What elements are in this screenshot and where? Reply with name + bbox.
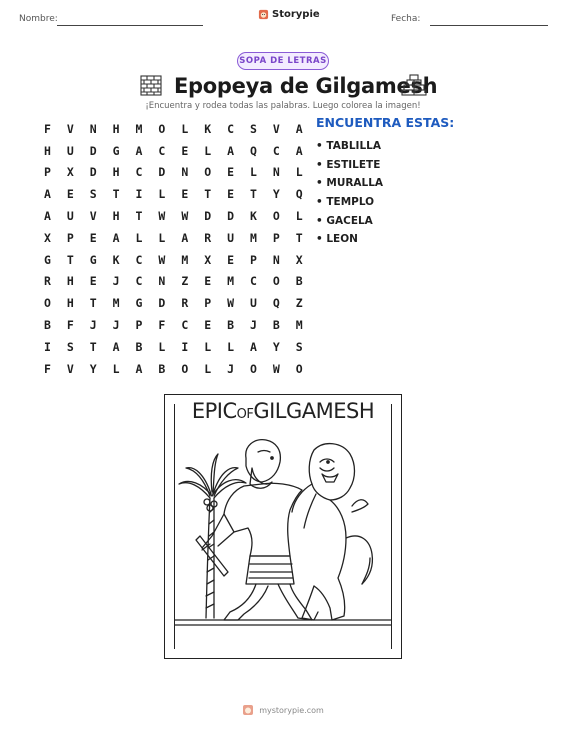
grid-letter[interactable]: N xyxy=(272,252,280,267)
grid-letter[interactable]: W xyxy=(272,361,280,376)
grid-letter[interactable]: O xyxy=(272,274,280,289)
grid-letter[interactable]: Z xyxy=(295,296,303,311)
grid-letter[interactable]: A xyxy=(135,361,143,376)
grid-letter[interactable]: M xyxy=(249,230,257,245)
grid-letter[interactable]: L xyxy=(295,165,303,180)
grid-letter[interactable]: B xyxy=(43,318,51,333)
grid-letter[interactable]: S xyxy=(295,339,303,354)
grid-letter[interactable]: E xyxy=(227,187,235,202)
gilgamesh-lion-illustration[interactable] xyxy=(174,428,392,650)
grid-letter[interactable]: E xyxy=(204,274,212,289)
page-title: Epopeya de Gilgamesh xyxy=(174,74,438,98)
grid-letter[interactable]: W xyxy=(158,209,166,224)
artwork-title xyxy=(164,399,402,423)
artwork-title-gilgamesh: GILGAMESH xyxy=(253,399,375,423)
grid-letter[interactable]: U xyxy=(249,296,257,311)
grid-letter[interactable]: X xyxy=(43,230,51,245)
grid-letter[interactable]: H xyxy=(66,296,74,311)
grid-letter[interactable]: M xyxy=(295,318,303,333)
grid-letter[interactable]: D xyxy=(158,296,166,311)
word-list xyxy=(316,137,383,249)
grid-letter[interactable]: K xyxy=(204,121,212,136)
word-list-item: • TEMPLO xyxy=(316,196,375,209)
grid-letter[interactable]: N xyxy=(272,165,280,180)
grid-letter[interactable]: Q xyxy=(249,143,257,158)
grid-letter[interactable]: E xyxy=(89,230,97,245)
grid-letter[interactable]: R xyxy=(43,274,51,289)
grid-letter[interactable]: T xyxy=(295,230,303,245)
grid-row xyxy=(36,358,311,380)
grid-letter[interactable]: L xyxy=(158,339,166,354)
grid-letter[interactable]: G xyxy=(135,296,143,311)
grid-letter[interactable]: O xyxy=(181,361,189,376)
grid-letter[interactable]: E xyxy=(227,165,235,180)
artwork-title-of: OF xyxy=(236,407,254,422)
grid-letter[interactable]: L xyxy=(227,339,235,354)
date-line[interactable] xyxy=(430,25,548,26)
grid-letter[interactable]: L xyxy=(112,361,120,376)
grid-letter[interactable]: A xyxy=(112,339,120,354)
grid-row xyxy=(36,205,311,227)
grid-letter[interactable]: K xyxy=(249,209,257,224)
grid-letter[interactable]: A xyxy=(135,143,143,158)
storypie-logo-icon xyxy=(242,704,254,716)
grid-letter[interactable]: U xyxy=(66,209,74,224)
grid-letter[interactable]: Y xyxy=(272,339,280,354)
grid-letter[interactable]: A xyxy=(43,187,51,202)
grid-letter[interactable]: P xyxy=(249,252,257,267)
grid-letter[interactable]: F xyxy=(43,361,51,376)
grid-letter[interactable]: X xyxy=(295,252,303,267)
grid-letter[interactable]: L xyxy=(204,143,212,158)
grid-row xyxy=(36,227,311,249)
grid-letter[interactable]: K xyxy=(112,252,120,267)
grid-letter[interactable]: H xyxy=(112,209,120,224)
grid-letter[interactable]: E xyxy=(204,318,212,333)
grid-letter[interactable]: L xyxy=(204,339,212,354)
grid-letter[interactable]: Z xyxy=(181,274,189,289)
grid-letter[interactable]: M xyxy=(181,252,189,267)
footer-site[interactable]: mystorypie.com xyxy=(259,705,324,715)
grid-letter[interactable]: B xyxy=(135,339,143,354)
grid-letter[interactable]: A xyxy=(249,339,257,354)
grid-letter[interactable]: O xyxy=(272,209,280,224)
grid-letter[interactable]: S xyxy=(89,187,97,202)
grid-letter[interactable]: C xyxy=(158,143,166,158)
grid-letter[interactable]: L xyxy=(181,121,189,136)
grid-letter[interactable]: H xyxy=(43,143,51,158)
grid-letter[interactable]: A xyxy=(112,230,120,245)
grid-letter[interactable]: O xyxy=(249,361,257,376)
grid-letter[interactable]: G xyxy=(89,252,97,267)
name-label: Nombre: xyxy=(19,14,58,24)
grid-letter[interactable]: Y xyxy=(272,187,280,202)
grid-row xyxy=(36,118,311,140)
grid-letter[interactable]: M xyxy=(227,274,235,289)
grid-letter[interactable]: F xyxy=(66,318,74,333)
grid-letter[interactable]: E xyxy=(89,274,97,289)
grid-letter[interactable]: T xyxy=(66,252,74,267)
grid-row xyxy=(36,292,311,314)
grid-letter[interactable]: V xyxy=(66,121,74,136)
word-list-item: • GACELA xyxy=(316,214,373,227)
grid-letter[interactable]: W xyxy=(181,209,189,224)
word-list-item: • TABLILLA xyxy=(316,140,381,152)
grid-letter[interactable]: W xyxy=(158,252,166,267)
grid-letter[interactable]: V xyxy=(66,361,74,376)
footer xyxy=(0,704,566,716)
grid-letter[interactable]: G xyxy=(43,252,51,267)
grid-letter[interactable]: A xyxy=(227,143,235,158)
grid-row xyxy=(36,271,311,293)
instructions: ¡Encuentra y rodea todas las palabras. Luego colorea la imagen! xyxy=(145,101,421,111)
grid-letter[interactable]: D xyxy=(227,209,235,224)
grid-letter[interactable]: L xyxy=(204,361,212,376)
artwork-title-epic: EPIC xyxy=(191,399,237,423)
grid-letter[interactable]: A xyxy=(295,143,303,158)
grid-letter[interactable]: P xyxy=(135,318,143,333)
grid-letter[interactable]: V xyxy=(272,121,280,136)
grid-letter[interactable]: E xyxy=(66,187,74,202)
grid-letter[interactable]: E xyxy=(227,252,235,267)
grid-letter[interactable]: L xyxy=(295,209,303,224)
grid-letter[interactable]: Q xyxy=(295,187,303,202)
lion-figure xyxy=(292,444,372,620)
grid-letter[interactable]: T xyxy=(249,187,257,202)
brand xyxy=(258,9,320,20)
grid-row xyxy=(36,336,311,358)
ziggurat-icon xyxy=(401,72,427,98)
grid-letter[interactable]: O xyxy=(204,165,212,180)
grid-letter[interactable]: L xyxy=(158,187,166,202)
grid-letter[interactable]: F xyxy=(43,121,51,136)
grid-letter[interactable]: L xyxy=(135,230,143,245)
activity-badge: SOPA DE LETRAS xyxy=(237,52,329,70)
grid-letter[interactable]: O xyxy=(295,361,303,376)
grid-letter[interactable]: R xyxy=(204,230,212,245)
grid-letter[interactable]: E xyxy=(181,187,189,202)
grid-letter[interactable]: D xyxy=(204,209,212,224)
grid-letter[interactable]: I xyxy=(135,187,143,202)
grid-row xyxy=(36,314,311,336)
grid-letter[interactable]: P xyxy=(204,296,212,311)
name-line[interactable] xyxy=(57,25,203,26)
word-list-item: • ESTILETE xyxy=(316,158,381,171)
grid-letter[interactable]: C xyxy=(249,274,257,289)
grid-letter[interactable]: C xyxy=(135,274,143,289)
grid-letter[interactable]: E xyxy=(181,143,189,158)
grid-letter[interactable]: L xyxy=(249,165,257,180)
grid-letter[interactable]: P xyxy=(66,230,74,245)
grid-letter[interactable]: A xyxy=(295,121,303,136)
grid-letter[interactable]: J xyxy=(89,318,97,333)
grid-letter[interactable]: A xyxy=(43,209,51,224)
grid-letter[interactable]: S xyxy=(249,121,257,136)
storypie-logo-icon xyxy=(258,9,269,20)
grid-letter[interactable]: U xyxy=(227,230,235,245)
grid-letter[interactable]: V xyxy=(89,209,97,224)
grid-letter[interactable]: C xyxy=(135,165,143,180)
grid-letter[interactable]: T xyxy=(135,209,143,224)
grid-letter[interactable]: H xyxy=(66,274,74,289)
grid-letter[interactable]: N xyxy=(89,121,97,136)
grid-letter[interactable]: U xyxy=(66,143,74,158)
grid-letter[interactable]: T xyxy=(89,339,97,354)
grid-letter[interactable]: L xyxy=(158,230,166,245)
grid-row xyxy=(36,140,311,162)
grid-row xyxy=(36,249,311,271)
grid-letter[interactable]: S xyxy=(66,339,74,354)
grid-letter[interactable]: A xyxy=(181,230,189,245)
word-list-title: ENCUENTRA ESTAS: xyxy=(316,115,455,130)
grid-letter[interactable]: N xyxy=(158,274,166,289)
grid-letter[interactable]: D xyxy=(158,165,166,180)
word-list-item: • LEON xyxy=(316,233,358,246)
brick-wall-icon xyxy=(138,72,164,98)
grid-letter[interactable]: T xyxy=(204,187,212,202)
grid-letter[interactable]: W xyxy=(227,296,235,311)
date-label: Fecha: xyxy=(391,14,421,24)
grid-letter[interactable]: P xyxy=(43,165,51,180)
grid-letter[interactable]: P xyxy=(272,230,280,245)
grid-letter[interactable]: C xyxy=(181,318,189,333)
grid-letter[interactable]: B xyxy=(272,318,280,333)
grid-letter[interactable]: C xyxy=(135,252,143,267)
letter-grid[interactable] xyxy=(36,118,311,380)
grid-row xyxy=(36,183,311,205)
grid-letter[interactable]: C xyxy=(272,143,280,158)
grid-letter[interactable]: I xyxy=(181,339,189,354)
grid-letter[interactable]: Y xyxy=(89,361,97,376)
grid-letter[interactable]: D xyxy=(89,165,97,180)
grid-letter[interactable]: H xyxy=(112,121,120,136)
grid-letter[interactable]: B xyxy=(295,274,303,289)
grid-letter[interactable]: C xyxy=(227,121,235,136)
grid-letter[interactable]: O xyxy=(43,296,51,311)
grid-letter[interactable]: B xyxy=(158,361,166,376)
grid-letter[interactable]: J xyxy=(112,274,120,289)
grid-letter[interactable]: T xyxy=(112,187,120,202)
grid-letter[interactable]: X xyxy=(204,252,212,267)
word-list-item: • MURALLA xyxy=(316,177,384,190)
grid-letter[interactable]: I xyxy=(43,339,51,354)
grid-letter[interactable]: O xyxy=(158,121,166,136)
grid-letter[interactable]: M xyxy=(135,121,143,136)
grid-letter[interactable]: J xyxy=(249,318,257,333)
grid-row xyxy=(36,162,311,184)
grid-letter[interactable]: N xyxy=(181,165,189,180)
grid-letter[interactable]: H xyxy=(112,165,120,180)
grid-letter[interactable]: T xyxy=(89,296,97,311)
grid-letter[interactable]: F xyxy=(158,318,166,333)
grid-letter[interactable]: J xyxy=(112,318,120,333)
grid-letter[interactable]: M xyxy=(112,296,120,311)
grid-letter[interactable]: G xyxy=(112,143,120,158)
grid-letter[interactable]: R xyxy=(181,296,189,311)
grid-letter[interactable]: J xyxy=(227,361,235,376)
grid-letter[interactable]: Q xyxy=(272,296,280,311)
grid-letter[interactable]: B xyxy=(227,318,235,333)
grid-letter[interactable]: X xyxy=(66,165,74,180)
grid-letter[interactable]: D xyxy=(89,143,97,158)
brand-name: Storypie xyxy=(272,9,320,20)
